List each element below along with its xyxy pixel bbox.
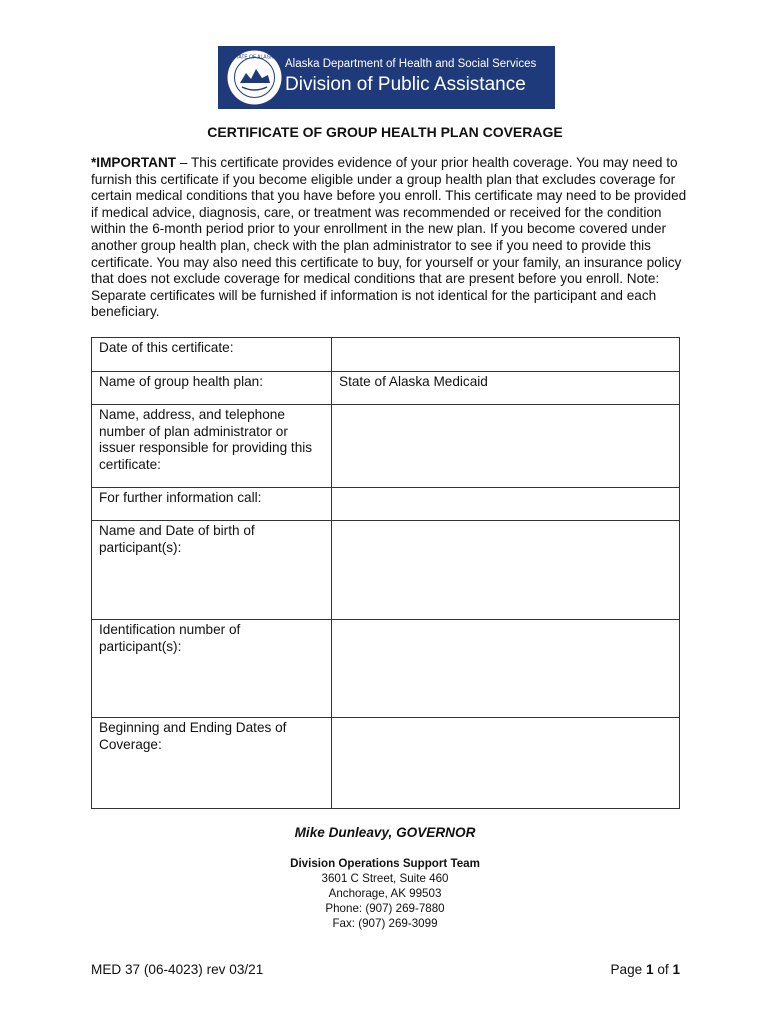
form-label: Name and Date of birth of participant(s): [92, 521, 332, 620]
page-current: 1 [645, 962, 654, 977]
page-number [610, 962, 680, 977]
page-word: Page [610, 962, 646, 977]
page-title: CERTIFICATE OF GROUP HEALTH PLAN COVERAGE [207, 124, 563, 140]
form-value-date[interactable] [332, 338, 680, 372]
form-label: Identification number of participant(s): [92, 620, 332, 718]
form-label: Name of group health plan: [92, 372, 332, 405]
form-label: Beginning and Ending Dates of Coverage: [92, 718, 332, 809]
important-label: *IMPORTANT [91, 155, 177, 170]
form-value-participant-name[interactable] [332, 521, 680, 620]
form-row-participant-name [92, 521, 680, 620]
page-total: 1 [672, 962, 680, 977]
form-row-coverage-dates [92, 718, 680, 809]
form-row-identification [92, 620, 680, 718]
form-value-administrator[interactable] [332, 405, 680, 488]
of-word: of [653, 962, 673, 977]
dpa-logo [218, 46, 555, 109]
form-label: Date of this certificate: [92, 338, 332, 372]
contact-block [0, 856, 770, 931]
contact-fax: Fax: (907) 269-3099 [332, 917, 438, 930]
form-value-identification[interactable] [332, 620, 680, 718]
governor-name: Mike Dunleavy, GOVERNOR [294, 825, 476, 840]
contact-city: Anchorage, AK 99503 [328, 887, 442, 900]
important-notice [91, 155, 691, 321]
department-name: Alaska Department of Health and Social Services [285, 58, 537, 70]
form-row-administrator [92, 405, 680, 488]
contact-team: Division Operations Support Team [290, 857, 480, 870]
contact-street: 3601 C Street, Suite 460 [321, 872, 449, 885]
form-label: For further information call: [92, 488, 332, 521]
state-seal-icon [226, 49, 283, 106]
form-row-plan-name [92, 372, 680, 405]
form-value-info-call[interactable] [332, 488, 680, 521]
form-label: Name, address, and telephone number of plan administrator or issuer responsible for providing this certificate: [92, 405, 332, 488]
form-id: MED 37 (06-4023) rev 03/21 [91, 962, 264, 977]
certificate-form-table [91, 337, 680, 809]
form-row-info-call [92, 488, 680, 521]
contact-phone: Phone: (907) 269-7880 [325, 902, 445, 915]
form-row-date [92, 338, 680, 372]
division-name: Division of Public Assistance [285, 74, 526, 95]
seal-text: STATE OF ALASKA [232, 54, 277, 61]
form-value-plan-name[interactable]: State of Alaska Medicaid [332, 372, 680, 405]
important-text: – This certificate provides evidence of your prior health coverage. You may need to furnish this certificate if you become eligible under a group health plan that excludes coverage for certain medical conditions that you have before you enroll. This certificate may need to be provided if medical advice, diagnosis, care, or treatment was recommended or received for the condition within the 6-month period prior to your enrollment in the new plan. If you become covered under another group health plan, check with the plan administrator to see if you need to provide this certificate. You may also need this certificate to buy, for yourself or your family, an insurance policy that does not exclude coverage for medical conditions that are present before you enroll. Note: Separate certificates will be furnished if information is not identical for the participant and each beneficiary. [91, 155, 687, 320]
form-value-coverage-dates[interactable] [332, 718, 680, 809]
